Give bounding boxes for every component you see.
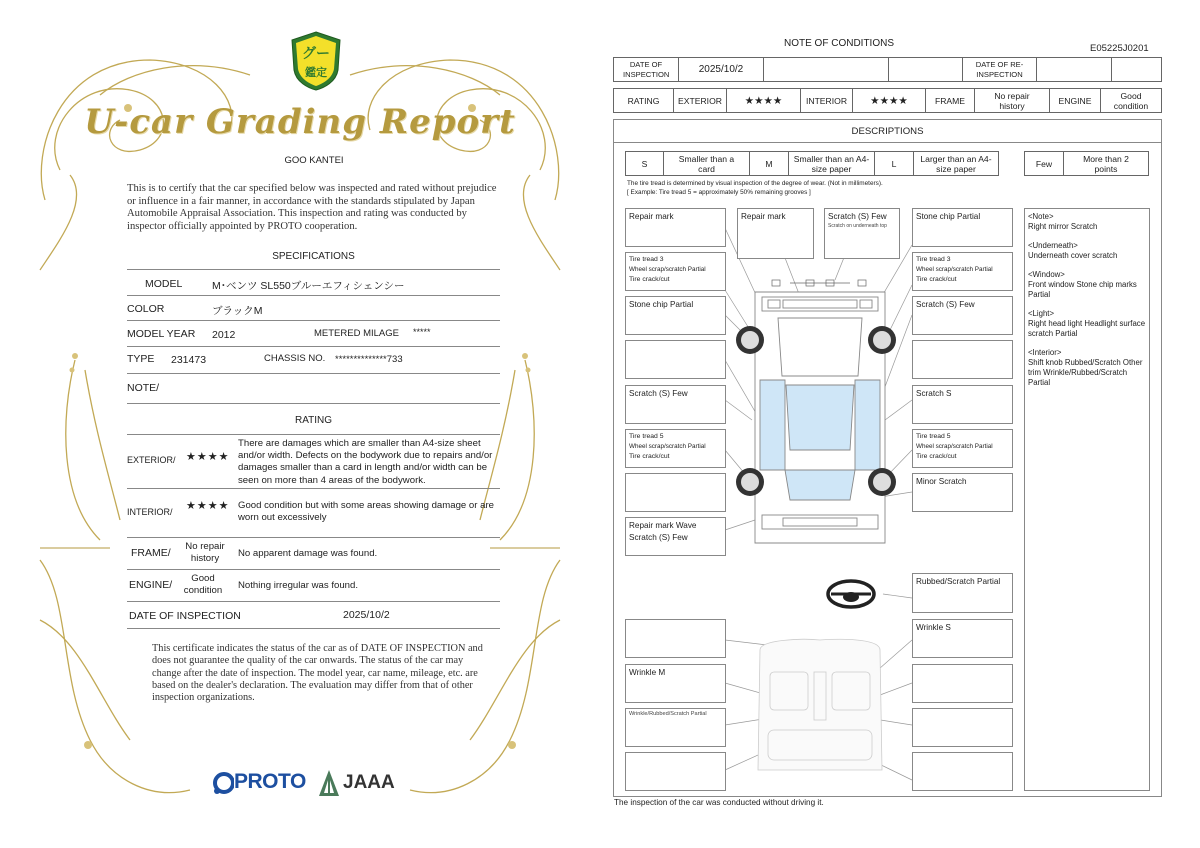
box-repair-mark-2: Repair mark <box>737 208 814 259</box>
color-row <box>127 296 500 321</box>
model-row <box>127 271 500 296</box>
divider <box>127 269 500 270</box>
steering-wheel-icon <box>828 581 874 607</box>
type-row <box>127 347 500 374</box>
tire-note-2: [ Example: Tire tread 5 = approximately 50% remaining grooves ] <box>627 189 811 196</box>
interior-label: INTERIOR/ <box>127 507 173 517</box>
notes-panel <box>1024 208 1150 791</box>
box-repair-mark-wave: Repair mark Wave Scratch (S) Few <box>625 517 726 556</box>
type-label: TYPE <box>127 353 155 365</box>
engine-row <box>127 570 500 602</box>
certify-text: This is to certify that the car specified below was inspected and rated without prejudice or influence in a fair manner, in accordance with the standards stipulated by Japan Automobile Appraisal Association. This inspection and rating was conducted by inspector officially appointed by PROTO cooperation. <box>127 183 497 232</box>
inspection-date-value: 2025/10/2 <box>343 609 390 621</box>
box-scratch-few-top: Scratch (S) Few Scratch on underneath top <box>824 208 900 259</box>
engine-value: Good condition <box>183 573 223 597</box>
svg-text:鑑定: 鑑定 <box>305 66 327 79</box>
inspection-date-row <box>127 602 500 629</box>
box-empty <box>625 473 726 512</box>
color-value: ブラックM <box>212 305 263 317</box>
interior-description: Good condition but with some areas showing damage or are worn out excessively <box>238 500 494 524</box>
box-scratch-s-right: Scratch S <box>912 385 1013 424</box>
window-body: Front window Stone chip marks Partial <box>1028 280 1137 299</box>
box-minor-scratch: Minor Scratch <box>912 473 1013 512</box>
box-rubbed-scratch: Rubbed/Scratch Partial <box>912 573 1013 613</box>
date-inspection-value: 2025/10/2 <box>678 57 764 82</box>
exterior-stars: ★★★★ <box>186 451 230 463</box>
legend-l-desc: Larger than an A4-size paper <box>913 151 999 176</box>
frame-row <box>127 538 500 570</box>
note-row <box>127 374 500 404</box>
box-stone-chip-left: Stone chip Partial <box>625 296 726 335</box>
model-year-row <box>127 321 500 347</box>
date-inspection-label: DATE OF INSPECTION <box>613 57 679 82</box>
note-of-conditions <box>600 0 1200 848</box>
box-empty <box>625 340 726 379</box>
engine-label: ENGINE/ <box>129 579 173 591</box>
box-tire-front-left: Tire tread 3 Wheel scrap/scratch Partial Tire crack/cut <box>625 252 726 291</box>
engine-value: Good condition <box>1100 88 1162 113</box>
jaaa-mark-icon <box>318 769 340 797</box>
box-wrinkle-s: Wrinkle S <box>912 619 1013 658</box>
specifications-heading: SPECIFICATIONS <box>272 251 355 262</box>
model-year-label: MODEL YEAR <box>127 328 196 340</box>
box-tire-rear-right: Tire tread 5 Wheel scrap/scratch Partial Tire crack/cut <box>912 429 1013 468</box>
divider <box>127 434 500 435</box>
box-empty <box>912 340 1013 379</box>
box-empty <box>912 708 1013 747</box>
mileage-label: METERED MILAGE <box>314 328 399 339</box>
box-empty <box>912 664 1013 703</box>
chassis-label: CHASSIS NO. <box>264 353 326 364</box>
legend-s: S <box>625 151 664 176</box>
light-body: Right head light Headlight surface scratch Partial <box>1028 319 1146 338</box>
box-scratch-few-right: Scratch (S) Few <box>912 296 1013 335</box>
model-label: MODEL <box>145 278 183 290</box>
report-title: U-car Grading Report <box>84 102 516 142</box>
jaaa-logo-text: JAAA <box>343 772 395 793</box>
legend-few: Few <box>1024 151 1064 176</box>
frame-value: No repair history <box>974 88 1050 113</box>
interior-row <box>127 489 500 538</box>
date-reinspection-label: DATE OF RE-INSPECTION <box>962 57 1037 82</box>
report-number: E05225J0201 <box>1090 43 1149 54</box>
light-head: <Light> <box>1028 309 1055 318</box>
model-year-value: 2012 <box>212 329 236 341</box>
box-tire-front-right: Tire tread 3 Wheel scrap/scratch Partial Tire crack/cut <box>912 252 1013 291</box>
rating-heading: RATING <box>294 415 333 426</box>
report-subtitle: GOO KANTEI <box>284 155 344 166</box>
box-repair-mark-1: Repair mark <box>625 208 726 247</box>
frame-value: No repair history <box>185 541 225 565</box>
type-value: 231473 <box>171 354 207 366</box>
proto-mark-icon <box>212 771 234 797</box>
note-head: <Note> <box>1028 212 1054 221</box>
window-head: <Window> <box>1028 270 1065 279</box>
chassis-value: **************733 <box>335 354 403 365</box>
legend-few-desc: More than 2 points <box>1063 151 1149 176</box>
legend-m: M <box>749 151 789 176</box>
box-wrinkle-rubbed: Wrinkle/Rubbed/Scratch Partial <box>625 708 726 747</box>
legend-l: L <box>874 151 914 176</box>
inspection-date-label: DATE OF INSPECTION <box>129 610 241 622</box>
engine-label: ENGINE <box>1049 88 1101 113</box>
box-wrinkle-m: Wrinkle M <box>625 664 726 703</box>
note-label: NOTE/ <box>127 382 160 394</box>
note-title: NOTE OF CONDITIONS <box>784 38 894 49</box>
exterior-label: EXTERIOR <box>673 88 727 113</box>
legend-m-desc: Smaller than an A4-size paper <box>788 151 875 176</box>
exterior-stars: ★★★★ <box>726 88 801 113</box>
interior-stars: ★★★★ <box>852 88 926 113</box>
underneath-head: <Underneath> <box>1028 241 1078 250</box>
box-empty <box>912 752 1013 791</box>
frame-label: FRAME/ <box>131 547 171 559</box>
box-empty <box>625 619 726 658</box>
descriptions-heading: DESCRIPTIONS <box>613 119 1162 143</box>
frame-label: FRAME <box>925 88 975 113</box>
interior-label: INTERIOR <box>800 88 853 113</box>
color-label: COLOR <box>127 303 165 315</box>
model-value: M･ベンツ SL550ブルーエフィシェンシー <box>212 280 405 292</box>
proto-logo-text: PROTO <box>234 770 306 793</box>
note-body: Right mirror Scratch <box>1028 222 1098 231</box>
interior-head: <Interior> <box>1028 348 1062 357</box>
box-scratch-few-left: Scratch (S) Few <box>625 385 726 424</box>
tire-note-1: The tire tread is determined by visual inspection of the degree of wear. (Not in millimeters). <box>627 180 883 187</box>
footer-note: The inspection of the car was conducted without driving it. <box>614 798 824 807</box>
rating-label: RATING <box>613 88 674 113</box>
exterior-label: EXTERIOR/ <box>127 455 176 465</box>
certificate-footnote: This certificate indicates the status of the car as of DATE OF INSPECTION and does not guarantee the quality of the car onwards. The status of the car may change after the date of inspection. The model year, car name, mileage, etc. are based on the dealer's declaration. The evaluation may differ from that of other inspection organizations. <box>152 643 483 704</box>
exterior-description: There are damages which are smaller than A4-size sheet and/or width. Defects on the bodywork due to repairs and/or damages smaller than a card in length and/or width can be seen on more than 4 areas of the bodywork. <box>238 438 493 486</box>
box-tire-rear-left: Tire tread 5 Wheel scrap/scratch Partial Tire crack/cut <box>625 429 726 468</box>
box-empty <box>625 752 726 791</box>
box-stone-chip-top: Stone chip Partial <box>912 208 1013 247</box>
engine-description: Nothing irregular was found. <box>238 580 358 591</box>
underneath-body: Underneath cover scratch <box>1028 251 1118 260</box>
goo-kantei-badge-icon <box>288 30 344 92</box>
frame-description: No apparent damage was found. <box>238 548 378 559</box>
legend-s-desc: Smaller than a card <box>663 151 750 176</box>
mileage-value: ***** <box>413 327 431 337</box>
svg-text:グー: グー <box>302 46 330 62</box>
interior-body: Shift knob Rubbed/Scratch Other trim Wrinkle/Rubbed/Scratch Partial <box>1028 358 1143 387</box>
exterior-row <box>127 436 500 489</box>
interior-stars: ★★★★ <box>186 500 230 512</box>
